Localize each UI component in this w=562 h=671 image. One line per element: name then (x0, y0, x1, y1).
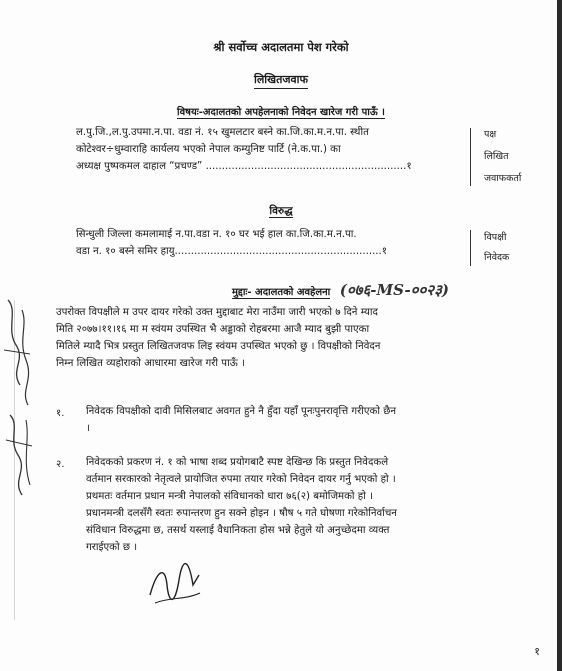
point-2 (86, 454, 546, 556)
intro-line: मितिले म्यादै भित्र प्रस्तुत लिखितजवफ लिइ स्वंयम उपस्थित भएको छु । विपक्षीको निवेदन (56, 341, 381, 352)
respondent-side-label (484, 124, 521, 190)
point-line: संविधान विरुद्धमा छ, तसर्थ यस्लाई वैधानिकता होस भन्ने हेतुले यो अनुच्छेदमा व्यक्त (86, 525, 390, 536)
signature-mark (145, 555, 205, 610)
point-line: निवेदकको प्रकरण नं. १ को भाषा शब्द प्रयोगबाटै स्पष्ट देखिन्छ कि प्रस्तुत निवेदकले (86, 457, 389, 468)
respondent-bracket (470, 128, 471, 186)
point-line: गराईएको छ । (86, 542, 138, 553)
document-subtitle (0, 72, 562, 87)
point-number: १. (56, 408, 65, 419)
respondent-block (76, 124, 476, 175)
petitioner-side-label (484, 228, 509, 268)
case-number-handwritten: (०७६-MS-००२३) (339, 281, 449, 299)
subtitle-text: लिखितजवाफ (254, 73, 308, 89)
point-line: प्रधानमन्त्री दलसँगै स्वतः रुपान्तरण हुन सक्ने होइन । षौष ५ गते घोषणा गरेकोनिर्वाचन (86, 508, 397, 519)
point-line: प्रथमतः वर्तमान प्रधान मन्त्री नेपालको संविधानको धारा ७६(२) बमोजिमको हो । (86, 491, 373, 502)
subject-text: विषयः-अदालतको अपहेलनाको निवेदन खारेज गरी पाऊँ । (177, 107, 385, 118)
side-label: विपक्षी (484, 232, 507, 243)
margin-signature (0, 290, 40, 510)
respondent-line: ल.पु.जि.,ल.पु.उपमा.न.पा. वडा नं. १५ खुमलटार बस्ने का.जि.का.म.न.पा. स्थीत (76, 127, 369, 138)
side-label: पक्ष (484, 129, 497, 140)
side-label: जवाफकर्ता (484, 173, 522, 184)
intro-line: निम्न लिखित व्यहोराको आधारमा खारेज गरी पाऊँ । (56, 358, 245, 369)
point-line: निवेदक विपक्षीको दावी मिसिलबाट अवगत हुने नै हुँदा यहाँ पूनःपुनरावृत्ति गरीएको छैन (86, 406, 397, 417)
side-label: निवेदक (484, 252, 510, 263)
document-title: श्री सर्वोच्च अदालतमा पेश गरेको (213, 40, 349, 54)
versus-heading (0, 204, 562, 218)
point-line: वर्तमान सरकारको नेतृत्वले प्रायोजित रुपमा तयार गरेको निवेदन दायर गर्नु भएको हो । (86, 474, 396, 485)
side-label: लिखित (484, 151, 509, 162)
intro-line: उपरोक्त विपक्षीले म उपर दायर गरेको उक्त मुद्दाबाट मेरा नाउँमा जारी भएको ७ दिने म्याद (56, 307, 378, 318)
respondent-line: कोटेश्वर÷धुम्वाराहि कार्यलय भएको नेपाल कम्युनिष्ट पार्टि (ने.क.पा.) का (76, 144, 341, 155)
page-number: १ (534, 645, 540, 658)
scan-edge (557, 0, 562, 671)
petitioner-bracket (470, 230, 471, 266)
case-label: मुद्दाः- अदालतको अवहेलना (232, 287, 331, 298)
intro-line: मिति २०७७।११।१६ मा म स्वंयम उपस्थित भै अड्डाको रोहबरमा आजै म्याद बुझी पाएका (56, 324, 370, 335)
point-1 (86, 403, 536, 437)
petitioner-block (76, 226, 476, 260)
point-number: २. (56, 459, 65, 470)
subject-line (0, 104, 562, 118)
point-line: । (86, 423, 90, 434)
petitioner-line: वडा न. १० बस्ने समिर हायु................................................................१ (76, 246, 388, 257)
petitioner-line: सिन्धुली जिल्ला कमलामाई न.पा.वडा न. १० घर भई हाल का.जि.का.म.न.पा. (76, 229, 357, 240)
respondent-line: अध्यक्ष पुष्पकमल दाहाल “प्रचण्ड” ..............................................................१ (76, 161, 412, 172)
versus-text: विरुद्ध (269, 205, 293, 217)
case-line (232, 280, 449, 300)
intro-paragraph (56, 304, 526, 372)
